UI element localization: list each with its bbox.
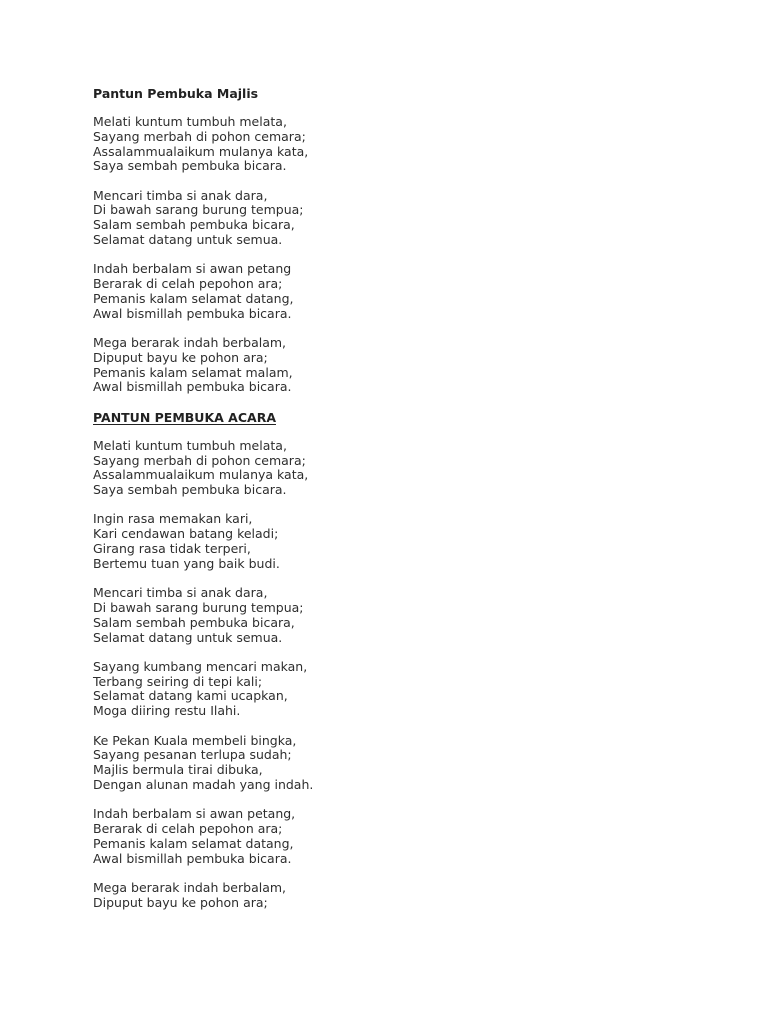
verse-line: Mencari timba si anak dara, [93,585,268,601]
verse-line: Sayang pesanan terlupa sudah; [93,747,292,763]
verse-line: Saya sembah pembuka bicara. [93,158,287,174]
verse-line: Bertemu tuan yang baik budi. [93,555,280,571]
stanza [93,336,733,395]
stanza [93,512,733,571]
verse-line: Melati kuntum tumbuh melata, [93,114,287,129]
section-pantun-pembuka-majlis [93,86,733,395]
verse-line: Sayang kumbang mencari makan, [93,658,308,674]
verse-line: Ingin rasa memakan kari, [93,511,253,527]
verse-line: Sayang merbah di pohon cemara; [93,452,306,468]
stanza [93,439,733,498]
verse-line: Dengan alunan madah yang indah. [93,776,314,792]
document-page [93,86,733,925]
verse-line: Saya sembah pembuka bicara. [93,482,287,498]
stanza [93,734,733,793]
verse-line: Moga diiring restu Ilahi. [93,703,241,719]
stanza [93,660,733,719]
verse-line: Selamat datang kami ucapkan, [93,688,288,704]
stanza [93,262,733,321]
section-pantun-pembuka-acara [93,410,733,911]
verse-line: Terbang seiring di tepi kali; [93,673,263,689]
verse-line: Mega berarak indah berbalam, [93,335,287,351]
verse-line: Girang rasa tidak terperi, [93,541,251,557]
verse-line: Assalammualaikum mulanya kata, [93,467,309,483]
verse-line: Salam sembah pembuka bicara, [93,614,295,630]
verse-line: Awal bismillah pembuka bicara. [93,379,292,395]
verse-line: Berarak di celah pepohon ara; [93,276,283,292]
section-title: PANTUN PEMBUKA ACARA [93,409,276,425]
verse-line: Pemanis kalam selamat datang, [93,290,294,306]
verse-line: Indah berbalam si awan petang, [93,806,296,822]
verse-line: Pemanis kalam selamat datang, [93,835,294,851]
verse-line: Indah berbalam si awan petang [93,261,292,277]
verse-line: Awal bismillah pembuka bicara. [93,850,292,866]
stanza [93,189,733,248]
stanza [93,807,733,866]
stanza [93,586,733,645]
verse-line: Mencari timba si anak dara, [93,187,268,203]
section-title: Pantun Pembuka Majlis [93,86,259,101]
verse-line: Salam sembah pembuka bicara, [93,217,295,233]
verse-line: Selamat datang untuk semua. [93,232,283,248]
verse-line: Di bawah sarang burung tempua; [93,599,304,615]
verse-line: Dipuput bayu ke pohon ara; [93,894,268,910]
verse-line: Selamat datang untuk semua. [93,629,283,645]
verse-line: Ke Pekan Kuala membeli bingka, [93,732,297,748]
verse-line: Mega berarak indah berbalam, [93,879,287,895]
verse-line: Assalammualaikum mulanya kata, [93,143,309,159]
verse-line: Di bawah sarang burung tempua; [93,202,304,218]
verse-line: Pemanis kalam selamat malam, [93,364,293,380]
verse-line: Dipuput bayu ke pohon ara; [93,349,268,365]
verse-line: Awal bismillah pembuka bicara. [93,305,292,321]
verse-line: Sayang merbah di pohon cemara; [93,128,306,144]
verse-line: Kari cendawan batang keladi; [93,526,279,542]
verse-line: Berarak di celah pepohon ara; [93,820,283,836]
verse-line: Melati kuntum tumbuh melata, [93,437,287,453]
stanza [93,881,733,911]
verse-line: Majlis bermula tirai dibuka, [93,762,263,778]
stanza [93,115,733,174]
